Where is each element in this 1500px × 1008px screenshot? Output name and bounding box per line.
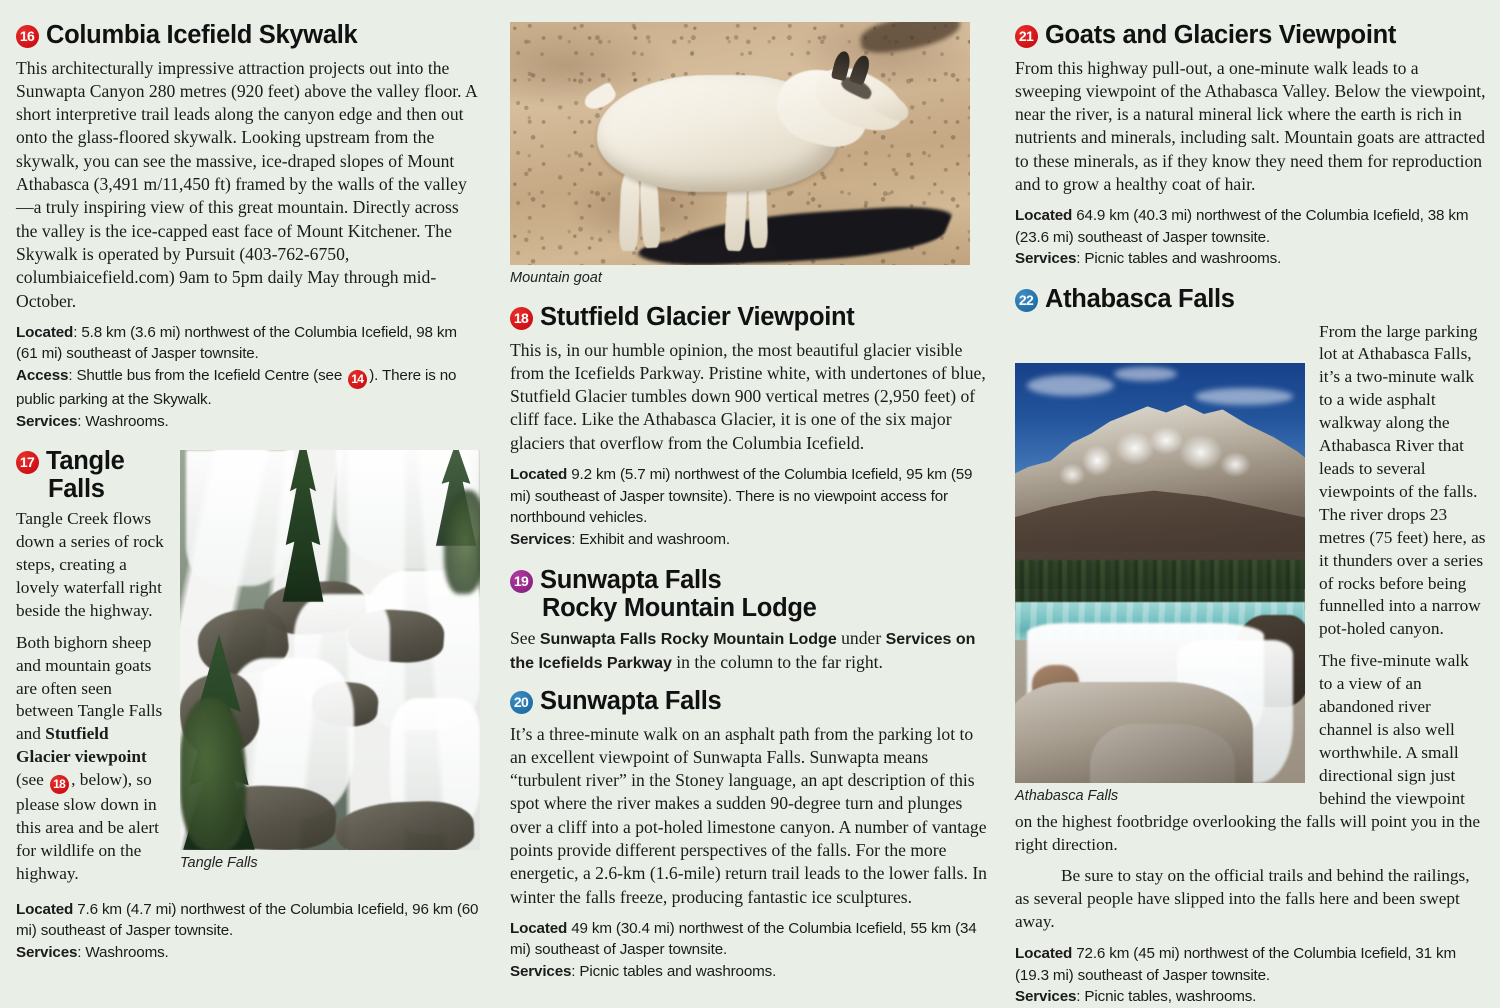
- badge-number-18: 18: [510, 307, 533, 330]
- sunwapta-falls-located-label: Located: [510, 919, 568, 937]
- tangle-body2-bold: Stutfield Glacier viewpoint: [16, 724, 147, 767]
- tangle-title-line2: Falls: [48, 474, 105, 503]
- sunwapta-falls-services-label: Services: [510, 963, 572, 981]
- athabasca-foreground-rock: [1090, 724, 1235, 783]
- tangle-services-label: Services: [16, 943, 78, 961]
- sunwapta-lodge-body-part1: See: [510, 628, 540, 649]
- tangle-title-line1: Tangle: [46, 448, 125, 476]
- badge-number-19: 19: [510, 570, 533, 593]
- skywalk-located-line: [16, 322, 480, 365]
- tangle-body2-part1: Both bighorn sheep and mountain goats are often seen between Tangle Falls and: [16, 632, 163, 744]
- athabasca-falls-photo: [1015, 363, 1305, 783]
- tangle-located-text: 7.6 km (4.7 mi) northwest of the Columbia Icefield, 96 km (60 mi) southeast of Jasper townsite.: [16, 900, 479, 940]
- sunwapta-lodge-body-part2: under: [836, 628, 886, 649]
- stutfield-info: [510, 464, 987, 550]
- skywalk-access-text-before: : Shuttle bus from the Icefield Centre (see: [68, 366, 347, 384]
- goats-glaciers-located-text: 64.9 km (40.3 mi) northwest of the Columbia Icefield, 38 km (23.6 mi) southeast of Jasper townsite.: [1015, 207, 1469, 246]
- sunwapta-falls-title-text: Sunwapta Falls: [540, 686, 722, 715]
- athabasca-cloud: [1027, 375, 1114, 396]
- tangle-text-body: [16, 448, 166, 895]
- athabasca-falls-caption: Athabasca Falls: [1015, 787, 1119, 804]
- badge-number-21: 21: [1015, 25, 1038, 48]
- tangle-located-line: [16, 899, 480, 942]
- tangle-cascade: [186, 450, 294, 586]
- goat-background-shadow: [858, 22, 963, 56]
- athabasca-services-text: : Picnic tables, washrooms.: [1076, 988, 1257, 1006]
- skywalk-access-text-after: ). There is no public parking at the Skywalk.: [16, 366, 457, 408]
- skywalk-services-label: Services: [16, 412, 78, 430]
- skywalk-services-text: : Washrooms.: [77, 412, 169, 430]
- athabasca-title-text: Athabasca Falls: [1045, 285, 1235, 314]
- tangle-services-text: : Washrooms.: [77, 943, 169, 961]
- stutfield-located-text: 9.2 km (5.7 mi) northwest of the Columbia Icefield, 95 km (59 mi) southeast of Jasper townsite). There is no viewpoint access for northbound vehicles.: [510, 466, 973, 527]
- stutfield-body: This is, in our humble opinion, the most beautiful glacier visible from the Icefields Parkway. Pristine white, with undertones of blue, Stutfield Glacier tumbles down 900 vertical metres (2,950 feet) of cliff face. Like the Athabasca Glacier, it is one of the six major glaciers that overflow from the Columbia Icefield.: [510, 339, 986, 453]
- athabasca-services-line: [1015, 986, 1486, 1008]
- stutfield-located-label: Located: [510, 466, 568, 484]
- athabasca-info: [1015, 943, 1486, 1008]
- stutfield-located-line: [510, 464, 987, 529]
- stutfield-services-label: Services: [510, 530, 572, 548]
- goats-glaciers-services-text: : Picnic tables and washrooms.: [1076, 250, 1282, 268]
- goats-glaciers-services-label: Services: [1015, 250, 1077, 268]
- left-column: [0, 0, 500, 968]
- stutfield-title-text: Stutfield Glacier Viewpoint: [540, 303, 855, 331]
- skywalk-located-text: : 5.8 km (3.6 mi) northwest of the Columbia Icefield, 98 km (61 mi) southeast of Jasper townsite.: [16, 323, 457, 363]
- section-title-tangle: [16, 448, 166, 503]
- goats-glaciers-title-text: Goats and Glaciers Viewpoint: [1045, 21, 1397, 49]
- athabasca-located-label: Located: [1015, 945, 1073, 963]
- sunwapta-lodge-bold2: Services on the Icefields Parkway: [510, 631, 976, 672]
- sunwapta-lodge-body-part3: in the column to the far right.: [671, 651, 883, 672]
- tangle-falls-figure: [180, 450, 480, 871]
- athabasca-body-1: From the large parking lot at Athabasca Falls, it’s a two-minute walk to a wide asphalt walkway along the Athabasca River that leads to several viewpoints of the falls. The river drops 23 metres (75 feet) here, as it thunders over a series of rocks before being funnelled into a narrow pot-holed canyon.: [1319, 321, 1486, 639]
- badge-number-17: 17: [16, 451, 39, 474]
- tangle-body-1: Tangle Creek flows down a series of rock steps, creating a lovely waterfall right beside the highway.: [16, 509, 164, 620]
- athabasca-cloud: [1195, 388, 1294, 405]
- tangle-info: [16, 899, 480, 964]
- badge-number-20: 20: [510, 691, 533, 714]
- badge-number-22: 22: [1015, 289, 1038, 312]
- sunwapta-lodge-title-line2: Rocky Mountain Lodge: [542, 593, 817, 622]
- section-sunwapta-falls-rocky-mountain-lodge: [510, 567, 987, 674]
- tangle-foliage: [444, 490, 480, 594]
- goats-glaciers-body: From this highway pull-out, a one-minute walk leads to a sweeping viewpoint of the Athabasca Valley. Below the viewpoint, near the river, is a natural mineral lick where the earth is rich in nutrients and minerals, including salt. Mountain goats are attracted to these minerals, as if they know they need them for reproduction and to grow a healthy coat of hair.: [1015, 57, 1486, 195]
- tangle-body2-part2: (see: [16, 770, 49, 790]
- sunwapta-falls-located-line: [510, 918, 987, 961]
- middle-column: [500, 0, 1005, 981]
- section-columbia-icefield-skywalk: [16, 22, 480, 432]
- goats-glaciers-located-line: [1015, 205, 1486, 248]
- athabasca-falls-figure: [1015, 363, 1305, 804]
- tangle-body-2: [16, 632, 166, 886]
- tangle-located-label: Located: [16, 900, 74, 918]
- section-title-goats-glaciers: [1015, 22, 1486, 50]
- section-goats-and-glaciers-viewpoint: [1015, 22, 1486, 270]
- skywalk-body: This architecturally impressive attraction projects out into the Sunwapta Canyon 280 metres (920 feet) above the valley floor. A short interpretive trail leads along the canyon edge and then out onto the glass-floored skywalk. Looking upstream from the skywalk, you can see the massive, ice-draped slopes of Mount Athabasca (3,491 m/11,450 ft) framed by the walls of the valley—a truly inspiring view of this great mountain. Directly across the valley is the ice-capped east face of Mount Kitchener. The Skywalk is operated by Pursuit (403-762-6750, columbiaicefield.com) 9am to 5pm daily May through mid-October.: [16, 57, 477, 311]
- goats-glaciers-info: [1015, 205, 1486, 270]
- section-title-sunwapta-falls: [510, 688, 987, 716]
- sunwapta-falls-services-text: : Picnic tables and washrooms.: [571, 963, 777, 981]
- skywalk-title-text: Columbia Icefield Skywalk: [46, 21, 358, 49]
- sunwapta-falls-body: It’s a three-minute walk on an asphalt path from the parking lot to an excellent viewpoint of Sunwapta Falls. Sunwapta means “turbulent river” in the Stoney language, an apt description of this spot where the river makes a sudden 90-degree turn and plunges over a cliff into a pot-holed limestone canyon. A number of vantage points provide different perspectives of the falls. For the more energetic, a 2.6-km (1.6-mile) return trail leads to the lower falls. In winter the falls freeze, producing fantastic ice sculptures.: [510, 723, 987, 907]
- tangle-foliage: [180, 698, 246, 850]
- skywalk-access-line: [16, 365, 480, 411]
- section-title-skywalk: [16, 22, 480, 50]
- sunwapta-lodge-bold1: Sunwapta Falls Rocky Mountain Lodge: [539, 631, 837, 649]
- stutfield-services-line: [510, 529, 987, 551]
- badge-number-16: 16: [16, 25, 39, 48]
- stutfield-services-text: : Exhibit and washroom.: [571, 530, 730, 548]
- section-title-sunwapta-lodge: [510, 567, 987, 622]
- badge-ref-14: 14: [348, 370, 367, 389]
- section-tangle-falls: [16, 448, 480, 963]
- tangle-falls-caption: Tangle Falls: [180, 855, 258, 872]
- goats-glaciers-services-line: [1015, 248, 1486, 270]
- skywalk-access-label: Access: [16, 366, 69, 384]
- section-stutfield-glacier-viewpoint: [510, 304, 987, 550]
- sunwapta-falls-services-line: [510, 961, 987, 983]
- athabasca-body-2: The five-minute walk to a view of an abandoned river channel is also well worthwhile. A small directional sign just behind the viewpoint on the highest footbridge overlooking the falls will point you in the right direction.: [1015, 651, 1481, 854]
- sunwapta-lodge-title-line1: Sunwapta Falls: [540, 566, 722, 595]
- athabasca-located-text: 72.6 km (45 mi) northwest of the Columbia Icefield, 31 km (19.3 mi) southeast of Jasper townsite.: [1015, 945, 1456, 984]
- section-sunwapta-falls: [510, 688, 987, 983]
- athabasca-body-3: Be sure to stay on the official trails and behind the railings, as several people have slipped into the falls here and been swept away.: [1015, 866, 1470, 932]
- goat-leg: [619, 172, 641, 250]
- right-column: [1005, 0, 1500, 1006]
- section-title-athabasca: [1015, 286, 1486, 314]
- sunwapta-falls-located-text: 49 km (30.4 mi) northwest of the Columbia Icefield, 55 km (34 mi) southeast of Jasper townsite.: [510, 919, 977, 959]
- athabasca-located-line: [1015, 943, 1486, 986]
- badge-ref-18: 18: [50, 775, 69, 794]
- tangle-body2-part3: , below), so please slow down in this area and be alert for wildlife on the highway.: [16, 770, 159, 883]
- tangle-services-line: [16, 942, 480, 964]
- mountain-goat-caption: Mountain goat: [510, 270, 602, 286]
- mountain-goat-photo: [510, 22, 970, 265]
- mountain-goat-figure: [510, 22, 987, 286]
- skywalk-located-label: Located: [16, 323, 74, 341]
- goats-glaciers-located-label: Located: [1015, 207, 1073, 225]
- sunwapta-falls-info: [510, 918, 987, 983]
- sunwapta-lodge-body: [510, 627, 987, 674]
- skywalk-services-line: [16, 411, 480, 433]
- section-athabasca-falls: [1015, 286, 1486, 1008]
- tangle-falls-photo: [180, 450, 480, 850]
- skywalk-info: [16, 322, 480, 432]
- athabasca-services-label: Services: [1015, 988, 1077, 1006]
- section-title-stutfield: [510, 304, 987, 332]
